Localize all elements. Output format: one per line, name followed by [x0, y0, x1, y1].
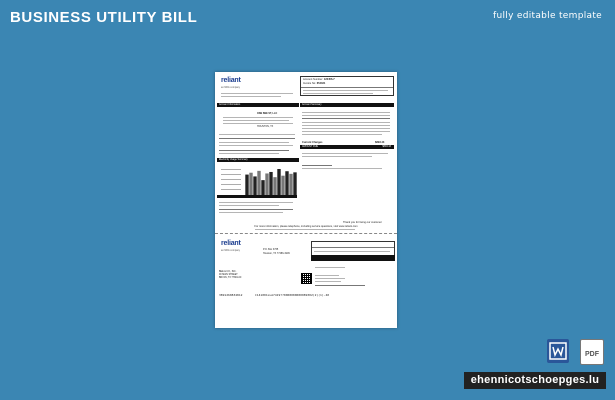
- pdf-label: PDF: [585, 351, 599, 358]
- qr-code: [301, 273, 312, 284]
- usage-bar: [261, 180, 264, 195]
- current-charges-label: Current Charges: [302, 141, 323, 144]
- account-number-label: Account Number:: [303, 78, 324, 81]
- usage-bar: [265, 173, 268, 195]
- billing-city: HOUSTON, TX: [257, 125, 274, 128]
- word-icon: [547, 339, 569, 363]
- remit-po: P.O. Box 3765: [263, 248, 279, 251]
- amount-due: $893.43: [382, 145, 391, 148]
- mail-name: BEE & CO., INC.: [219, 271, 237, 273]
- more-info-text: For more information, please telephone, including service questions, visit www.reliant.com: [254, 225, 358, 228]
- watermark: ehennicotschoepges.lu: [464, 372, 606, 389]
- usage-bar: [269, 172, 272, 195]
- brand-sub-slip: an NRG company: [221, 249, 241, 252]
- usage-bar: [281, 176, 284, 195]
- account-box: [300, 76, 394, 96]
- remit-city: Houston, TX 77286-1909: [263, 252, 290, 255]
- invoice-label: Invoice No:: [303, 82, 316, 85]
- pdf-icon: [580, 339, 604, 365]
- mail-address: 00 MAIN STREET: [219, 274, 238, 276]
- current-charges: $893.43: [375, 141, 385, 144]
- service-address: ONE BEE ST, LLC: [257, 112, 278, 115]
- reliant-logo: reliant: [221, 77, 241, 84]
- usage-bar: [245, 175, 248, 195]
- usage-title: Electricity Usage Summary: [217, 158, 299, 162]
- usage-chart: [219, 165, 297, 195]
- thank-you-text: Thank you for being our customer: [343, 221, 382, 224]
- usage-bar: [277, 169, 280, 195]
- scanline-left: 3891260834812: [219, 293, 243, 297]
- summary-title: Account Summary: [300, 103, 394, 107]
- usage-bar: [249, 173, 252, 195]
- scanline-right: C141001LLA7419??0000000000089302(2)(1)-40: [255, 293, 330, 297]
- page-subtitle: fully editable template: [493, 11, 602, 21]
- bill-document: [215, 72, 397, 328]
- usage-bar: [289, 174, 292, 195]
- usage-bar: [253, 176, 256, 195]
- account-number: 123456-7: [323, 78, 335, 81]
- invoice-number: 654321: [316, 82, 326, 85]
- amount-due-label: AMOUNT DUE: [302, 145, 319, 148]
- brand-sub: an NRG company: [221, 86, 241, 89]
- reliant-logo-slip: reliant: [221, 240, 241, 247]
- usage-bar: [257, 171, 260, 195]
- account-info-title: Account Information: [217, 103, 299, 107]
- page-title: BUSINESS UTILITY BILL: [10, 9, 198, 26]
- usage-bar: [285, 171, 288, 195]
- mail-city: BRYAN, TX 77801-00: [219, 277, 242, 279]
- usage-bar: [273, 177, 276, 195]
- usage-bar: [293, 172, 296, 195]
